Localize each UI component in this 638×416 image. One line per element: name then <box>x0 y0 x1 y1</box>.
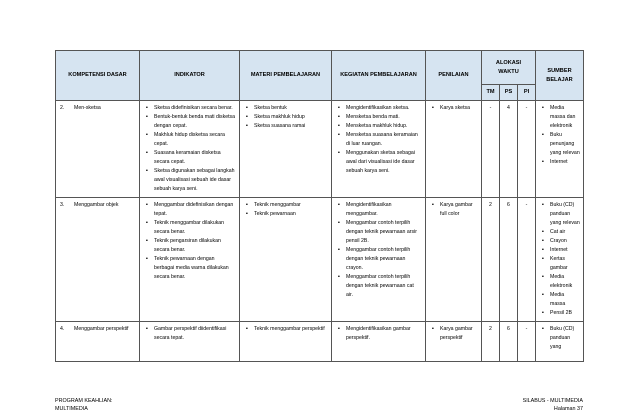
ps-cell: 6 <box>500 198 518 322</box>
kegiatan-item: ▪ Menggambar contoh terpilih dengan teknik pewarnaan crayon. <box>338 246 422 273</box>
penilaian-item-list <box>432 201 478 219</box>
indikator-item: ▪ Gambar perspektif diidentifikasi secara tepat. <box>146 325 236 343</box>
header-alokasi-waktu: ALOKASI WAKTU <box>482 51 536 85</box>
penilaian-item: ▪ Karya sketsa <box>432 104 478 113</box>
indikator-item: ▪ Sketsa digunakan sebagai langkah awal visualisasi sebuah ide dasar sebuah karya seni. <box>146 167 236 194</box>
materi-item: ▪ Teknik menggambar <box>246 201 328 210</box>
kegiatan-item: ▪ Mengidentifikasikan gambar perspektif. <box>338 325 422 343</box>
penilaian-cell <box>426 101 482 198</box>
kegiatan-item: ▪ Menggambar contoh terpilih dengan teknik pewarnaan arsir pensil 2B. <box>338 219 422 246</box>
kegiatan-item: ▪ Menggambar contoh terpilih dengan teknik pewarnaan cat air. <box>338 273 422 300</box>
sumber-item: ▪ Buku (CD) panduan yang <box>542 325 580 352</box>
header-pi: PI <box>518 85 536 101</box>
indikator-item-list <box>146 201 236 282</box>
materi-cell <box>240 322 332 362</box>
sumber-cell <box>536 101 584 198</box>
kegiatan-item: ▪ Mengidentifikasikan menggambar. <box>338 201 422 219</box>
footer-program-value: MULTIMEDIA <box>55 406 88 412</box>
sumber-item: ▪ Media massa <box>542 291 580 309</box>
materi-item: ▪ Sketsa suasana ramai <box>246 122 328 131</box>
pi-cell: - <box>518 101 536 198</box>
table-row <box>56 198 584 322</box>
kegiatan-item: ▪ Mensketsa suasana keramaian di luar ruangan. <box>338 131 422 149</box>
indikator-item: ▪ Menggambar didefinisikan dengan tepat. <box>146 201 236 219</box>
indikator-item: ▪ Makhluk hidup disketsa secara cepat. <box>146 131 236 149</box>
header-kegiatan: KEGIATAN PEMBELAJARAN <box>332 51 426 101</box>
header-ps: PS <box>500 85 518 101</box>
indikator-cell <box>140 101 240 198</box>
footer-page <box>523 397 583 413</box>
kegiatan-item-list <box>338 201 422 300</box>
footer-page-number: Halaman 37 <box>553 406 583 412</box>
sumber-item: ▪ Internet <box>542 246 580 255</box>
sumber-item: ▪ Internet <box>542 158 580 167</box>
indikator-item-list <box>146 104 236 194</box>
kegiatan-item: ▪ Menggunakan sketsa sebagai awal dari visualisasi ide dasar sebuah karya seni. <box>338 149 422 176</box>
table-row <box>56 322 584 362</box>
sumber-item: ▪ Media massa dan elektronik <box>542 104 580 131</box>
penilaian-item-list <box>432 325 478 343</box>
materi-item-list <box>246 325 328 334</box>
sumber-cell <box>536 322 584 362</box>
kompetensi-text: Menggambar perspektif <box>74 326 129 332</box>
sumber-item: ▪ Pensil 2B <box>542 309 580 318</box>
sumber-item: ▪ Cat air <box>542 228 580 237</box>
kompetensi-cell <box>56 101 140 198</box>
penilaian-cell <box>426 198 482 322</box>
kompetensi-text: Men-sketsa <box>74 105 101 111</box>
kegiatan-item-list <box>338 104 422 176</box>
indikator-cell <box>140 198 240 322</box>
materi-item-list <box>246 201 328 219</box>
sumber-item: ▪ Kertas gambar <box>542 255 580 273</box>
indikator-item: ▪ Teknik pewarnaan dengan berbagai media warna dilakukan secara benar. <box>146 255 236 282</box>
row-number: 3. <box>60 202 65 208</box>
kompetensi-text: Menggambar objek <box>74 202 119 208</box>
kompetensi-cell <box>56 322 140 362</box>
header-sumber: SUMBER BELAJAR <box>536 51 584 101</box>
row-number: 4. <box>60 326 65 332</box>
materi-item: ▪ Sketsa makhluk hidup <box>246 113 328 122</box>
sumber-item-list <box>542 104 580 167</box>
indikator-item: ▪ Suasana keramaian disketsa secara cepat. <box>146 149 236 167</box>
footer-silabus: SILABUS - MULTIMEDIA <box>522 398 583 404</box>
header-materi: MATERI PEMBELAJARAN <box>240 51 332 101</box>
table-row <box>56 101 584 198</box>
header-indikator: INDIKATOR <box>140 51 240 101</box>
penilaian-item-list <box>432 104 478 113</box>
kegiatan-item: ▪ Mensketsa benda mati. <box>338 113 422 122</box>
indikator-item-list <box>146 325 236 343</box>
indikator-item: ▪ Teknik menggambar dilakukan secara benar. <box>146 219 236 237</box>
row-number: 2. <box>60 105 65 111</box>
indikator-item: ▪ Teknik pengarsiran dilakukan secara benar. <box>146 237 236 255</box>
ps-cell: 6 <box>500 322 518 362</box>
header-penilaian: PENILAIAN <box>426 51 482 101</box>
sumber-item-list <box>542 201 580 318</box>
materi-item-list <box>246 104 328 131</box>
materi-item: ▪ Sketsa bentuk <box>246 104 328 113</box>
kegiatan-item-list <box>338 325 422 343</box>
footer-program-label: PROGRAM KEAHLIAN: <box>55 398 113 404</box>
materi-cell <box>240 101 332 198</box>
sumber-item: ▪ Media elektronik <box>542 273 580 291</box>
penilaian-cell <box>426 322 482 362</box>
materi-item: ▪ Teknik pewarnaan <box>246 210 328 219</box>
pi-cell: - <box>518 198 536 322</box>
footer-program <box>55 397 113 413</box>
sumber-item-list <box>542 325 580 352</box>
ps-cell: 4 <box>500 101 518 198</box>
kegiatan-cell <box>332 322 426 362</box>
indikator-cell <box>140 322 240 362</box>
header-kompetensi: KOMPETENSI DASAR <box>56 51 140 101</box>
tm-cell: 2 <box>482 198 500 322</box>
sumber-item: ▪ Buku (CD) panduan yang relevan <box>542 201 580 228</box>
silabus-table <box>55 50 584 362</box>
materi-item: ▪ Teknik menggambar perspektif <box>246 325 328 334</box>
indikator-item: ▪ Sketsa didefinisikan secara benar. <box>146 104 236 113</box>
kompetensi-cell <box>56 198 140 322</box>
kegiatan-item: ▪ Mengidentifikasikan sketsa. <box>338 104 422 113</box>
pi-cell: - <box>518 322 536 362</box>
materi-cell <box>240 198 332 322</box>
sumber-item: ▪ Crayon <box>542 237 580 246</box>
indikator-item: ▪ Bentuk-bentuk benda mati disketsa dengan cepat. <box>146 113 236 131</box>
tm-cell: - <box>482 101 500 198</box>
penilaian-item: ▪ Karya gambar full color <box>432 201 478 219</box>
kegiatan-cell <box>332 101 426 198</box>
header-tm: TM <box>482 85 500 101</box>
penilaian-item: ▪ Karya gambar perspektif <box>432 325 478 343</box>
tm-cell: 2 <box>482 322 500 362</box>
kegiatan-cell <box>332 198 426 322</box>
kegiatan-item: ▪ Mensketsa makhluk hidup. <box>338 122 422 131</box>
sumber-cell <box>536 198 584 322</box>
sumber-item: ▪ Buku penunjang yang relevan <box>542 131 580 158</box>
